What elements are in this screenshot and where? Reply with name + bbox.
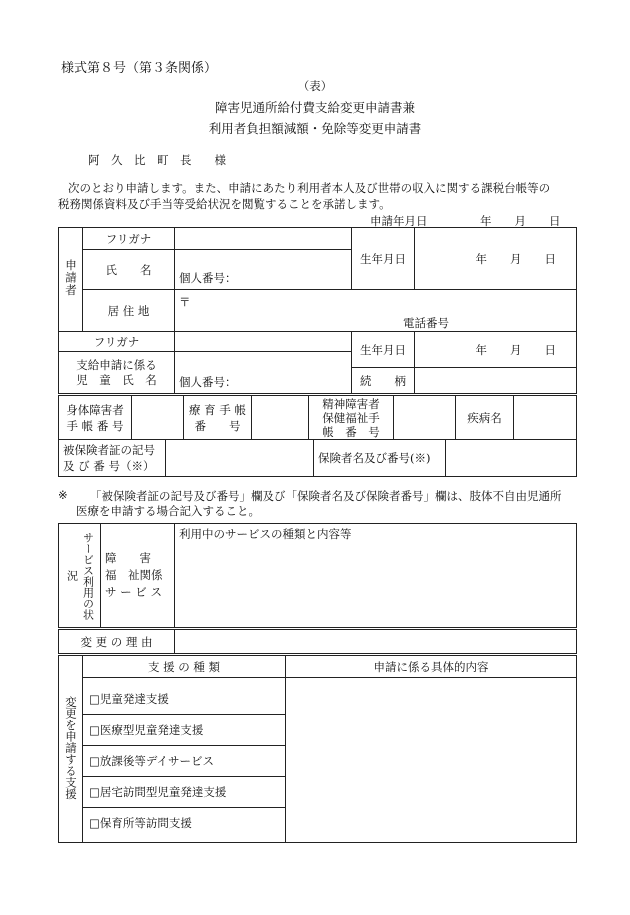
mental-handbook-field[interactable]: [394, 396, 456, 440]
support-table: [58, 655, 577, 843]
page-title-line1: 障害児通所給付費支給変更申請書兼: [214, 100, 415, 115]
support-type-header: 支 援 の 種 類: [83, 656, 286, 678]
note-line2: 医療を申請する場合記入すること。: [76, 504, 260, 518]
applicant-furigana-input[interactable]: [175, 228, 352, 250]
ryoiku-handbook-label: 療 育 手 帳 番 号: [184, 396, 252, 440]
application-date-label: 申請年月日: [370, 214, 428, 228]
service-type-label: 障 害 福 祉関係 サ ー ビ ス: [101, 524, 175, 628]
note-line1: 「被保険者証の記号及び番号」欄及び「保険者名及び保険者番号」欄は、肢体不自由児通所: [90, 489, 562, 503]
service-content-field[interactable]: [175, 524, 577, 628]
intro-line1: 次のとおり申請します。また、申請にあたり利用者本人及び世帯の収入に関する課税台帳等の: [68, 181, 551, 195]
page-title-line2: 利用者負担額減額・免除等変更申請書: [208, 121, 422, 136]
applicant-furigana-label: フリガナ: [83, 228, 175, 250]
addressee: 阿 久 比 町 長 様: [88, 153, 226, 167]
phone-label: 電話番号: [403, 316, 449, 330]
support-type-list: [83, 678, 286, 843]
relation-label: 続 柄: [352, 368, 415, 394]
child-birth-label: 生年月日: [352, 332, 415, 368]
support-item-hoikusho[interactable]: □保育所等訪問支援: [89, 816, 192, 830]
support-detail-field[interactable]: [286, 678, 577, 843]
child-furigana-label: フリガナ: [59, 332, 175, 352]
service-side-label: サービス利用の状況: [59, 524, 101, 628]
intro-line2: 税務関係資料及び手当等受給状況を閲覧することを承諾します。: [58, 197, 391, 211]
reason-label: 変 更 の 理 由: [59, 630, 175, 654]
support-item-houkago[interactable]: □放課後等デイサービス: [83, 746, 285, 777]
insurance-table: [58, 439, 577, 477]
support-item-iryo[interactable]: □医療型児童発達支援: [83, 715, 285, 746]
applicant-birth-label: 生年月日: [352, 228, 415, 290]
child-furigana-input[interactable]: [175, 332, 352, 352]
support-item-jido[interactable]: □児童発達支援: [83, 684, 285, 715]
support-item-kyotaku[interactable]: □居宅訪問型児童発達支援: [83, 777, 285, 808]
disease-label: 疾病名: [456, 396, 514, 440]
applicant-side-label: 申請者: [59, 228, 83, 332]
physical-handbook-label: 身体障害者 手 帳 番 号: [59, 396, 132, 440]
service-table: [58, 523, 577, 628]
handbook-table: [58, 395, 577, 440]
reason-field[interactable]: [175, 630, 577, 654]
mental-handbook-label: 精神障害者 保健福祉手 帳 番 号: [309, 396, 394, 440]
postal-mark: 〒: [179, 295, 191, 309]
insured-card-field[interactable]: [166, 440, 314, 477]
applicant-birth-field[interactable]: 年 月 日: [415, 228, 577, 290]
omote-label: （表）: [297, 79, 333, 93]
applicant-address-label: 居 住 地: [83, 290, 175, 332]
insurer-field[interactable]: [446, 440, 577, 477]
applicant-name-label: 氏 名: [83, 250, 175, 290]
child-name-label: 支給申請に係る 児 童 氏 名: [59, 352, 175, 394]
insured-card-label: 被保険者証の記号 及 び 番 号（※）: [59, 440, 166, 477]
child-mynumber-field[interactable]: 個人番号：: [175, 352, 352, 394]
physical-handbook-field[interactable]: [132, 396, 184, 440]
ryoiku-handbook-field[interactable]: [252, 396, 309, 440]
applicant-table: [58, 227, 577, 394]
support-side-label: 変更を申請する支援: [59, 656, 83, 843]
applicant-mynumber-field[interactable]: 個人番号：: [175, 250, 352, 290]
child-birth-field[interactable]: 年 月 日: [415, 332, 577, 368]
reason-table: [58, 629, 577, 654]
note-mark: ※: [58, 488, 68, 502]
application-date-field[interactable]: 年 月 日: [480, 214, 561, 228]
disease-field[interactable]: [514, 396, 577, 440]
applicant-address-field[interactable]: [175, 290, 577, 332]
insurer-label: 保険者名及び番号(※): [314, 440, 446, 477]
service-content-label: 利用中のサービスの種類と内容等: [179, 527, 352, 541]
support-detail-header: 申請に係る具体的内容: [286, 656, 577, 678]
relation-field[interactable]: [415, 368, 577, 394]
form-number: 様式第８号（第３条関係）: [61, 61, 218, 76]
